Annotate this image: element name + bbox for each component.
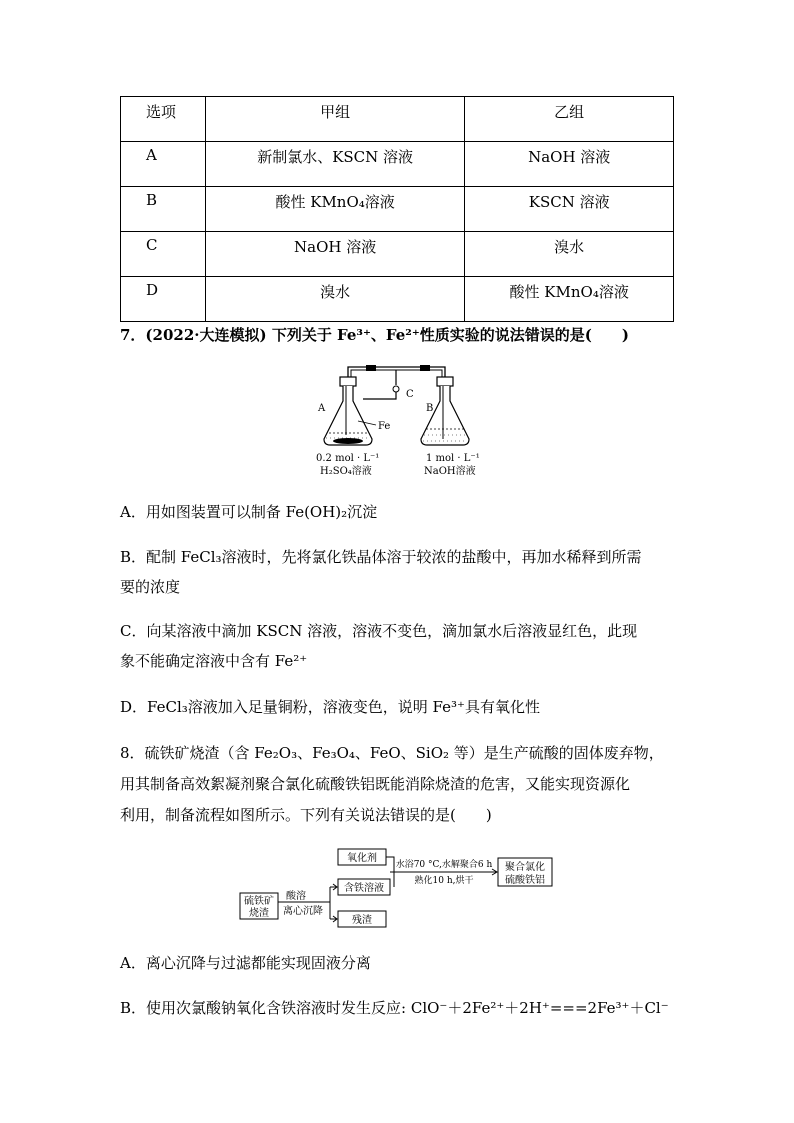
label-fe: Fe (378, 421, 391, 432)
table-cell: 选项 (121, 97, 206, 142)
box-oxidant: 氧化剂 (347, 853, 377, 864)
caption-a-conc: 0.2 mol · L⁻¹ (316, 453, 380, 464)
table-row (121, 232, 674, 277)
label-a: A (318, 403, 326, 414)
box-ore-line-1: 硫铁矿 (244, 896, 274, 907)
table-cell: B (121, 187, 206, 232)
table-cell: 甲组 (205, 97, 464, 142)
question-7-stem: 7．(2022·大连模拟) 下列关于 Fe³⁺、Fe²⁺性质实验的说法错误的是( ) (120, 326, 629, 344)
table-header-row (121, 97, 674, 142)
q8-option-a: A．离心沉降与过滤都能实现固液分离 (120, 954, 371, 972)
table-cell: C (121, 232, 206, 277)
q7-option-c: C．向某溶液中滴加 KSCN 溶液，溶液不变色，滴加氯水后溶液显红色，此现 (120, 622, 638, 640)
step1-acid: 酸溶 (286, 891, 306, 902)
caption-a-sol: H₂SO₄溶液 (320, 466, 372, 477)
table-cell: 新制氯水、KSCN 溶液 (205, 142, 464, 187)
step2-condition-2: 熟化10 h,烘干 (414, 876, 474, 886)
label-c: C (406, 389, 414, 400)
q7-option-b-cont: 要的浓度 (120, 578, 181, 596)
step2-condition-1: 水浴70 °C,水解聚合6 h (395, 860, 493, 870)
question-8-stem-line-1: 8．硫铁矿烧渣（含 Fe₂O₃、Fe₃O₄、FeO、SiO₂ 等）是生产硫酸的固体废弃物， (120, 744, 664, 762)
table-row (121, 277, 674, 322)
box-ore-line-2: 烧渣 (249, 908, 269, 919)
box-residue: 残渣 (352, 915, 372, 926)
table-cell: 乙组 (465, 97, 674, 142)
step1-centrifuge: 离心沉降 (283, 906, 323, 917)
flowchart-figure (238, 843, 558, 935)
q8-option-b: B．使用次氯酸钠氧化含铁溶液时发生反应: ClO⁻＋2Fe²⁺＋2H⁺===2Fe³⁺＋Cl⁻ (120, 999, 669, 1017)
q7-option-a: A．用如图装置可以制备 Fe(OH)₂沉淀 (120, 503, 378, 521)
question-8-stem-line-2: 用其制备高效絮凝剂聚合氯化硫酸铁铝既能消除烧渣的危害，又能实现资源化 (120, 775, 631, 793)
caption-b-sol: NaOH溶液 (424, 466, 476, 477)
table-cell: 酸性 KMnO₄溶液 (465, 277, 674, 322)
box-iron-solution: 含铁溶液 (344, 883, 384, 894)
q7-option-d: D．FeCl₃溶液加入足量铜粉，溶液变色，说明 Fe³⁺具有氧化性 (120, 698, 540, 716)
table-cell: NaOH 溶液 (465, 142, 674, 187)
table-cell: D (121, 277, 206, 322)
table-row (121, 187, 674, 232)
table-cell: A (121, 142, 206, 187)
q7-option-b: B．配制 FeCl₃溶液时，先将氯化铁晶体溶于较浓的盐酸中，再加水稀释到所需 (120, 548, 642, 566)
box-product-line-2: 硫酸铁铝 (505, 875, 545, 886)
table-row (121, 142, 674, 187)
table-cell: KSCN 溶液 (465, 187, 674, 232)
caption-b-conc: 1 mol · L⁻¹ (426, 453, 480, 464)
q7-option-c-cont: 象不能确定溶液中含有 Fe²⁺ (120, 652, 308, 670)
options-table (120, 96, 674, 322)
table-cell: NaOH 溶液 (205, 232, 464, 277)
question-8-stem-line-3: 利用，制备流程如图所示。下列有关说法错误的是( ) (120, 806, 492, 824)
table-cell: 溴水 (205, 277, 464, 322)
label-b: B (426, 403, 434, 414)
apparatus-figure (310, 355, 500, 480)
table-cell: 酸性 KMnO₄溶液 (205, 187, 464, 232)
table-cell: 溴水 (465, 232, 674, 277)
box-product-line-1: 聚合氯化 (505, 862, 545, 873)
